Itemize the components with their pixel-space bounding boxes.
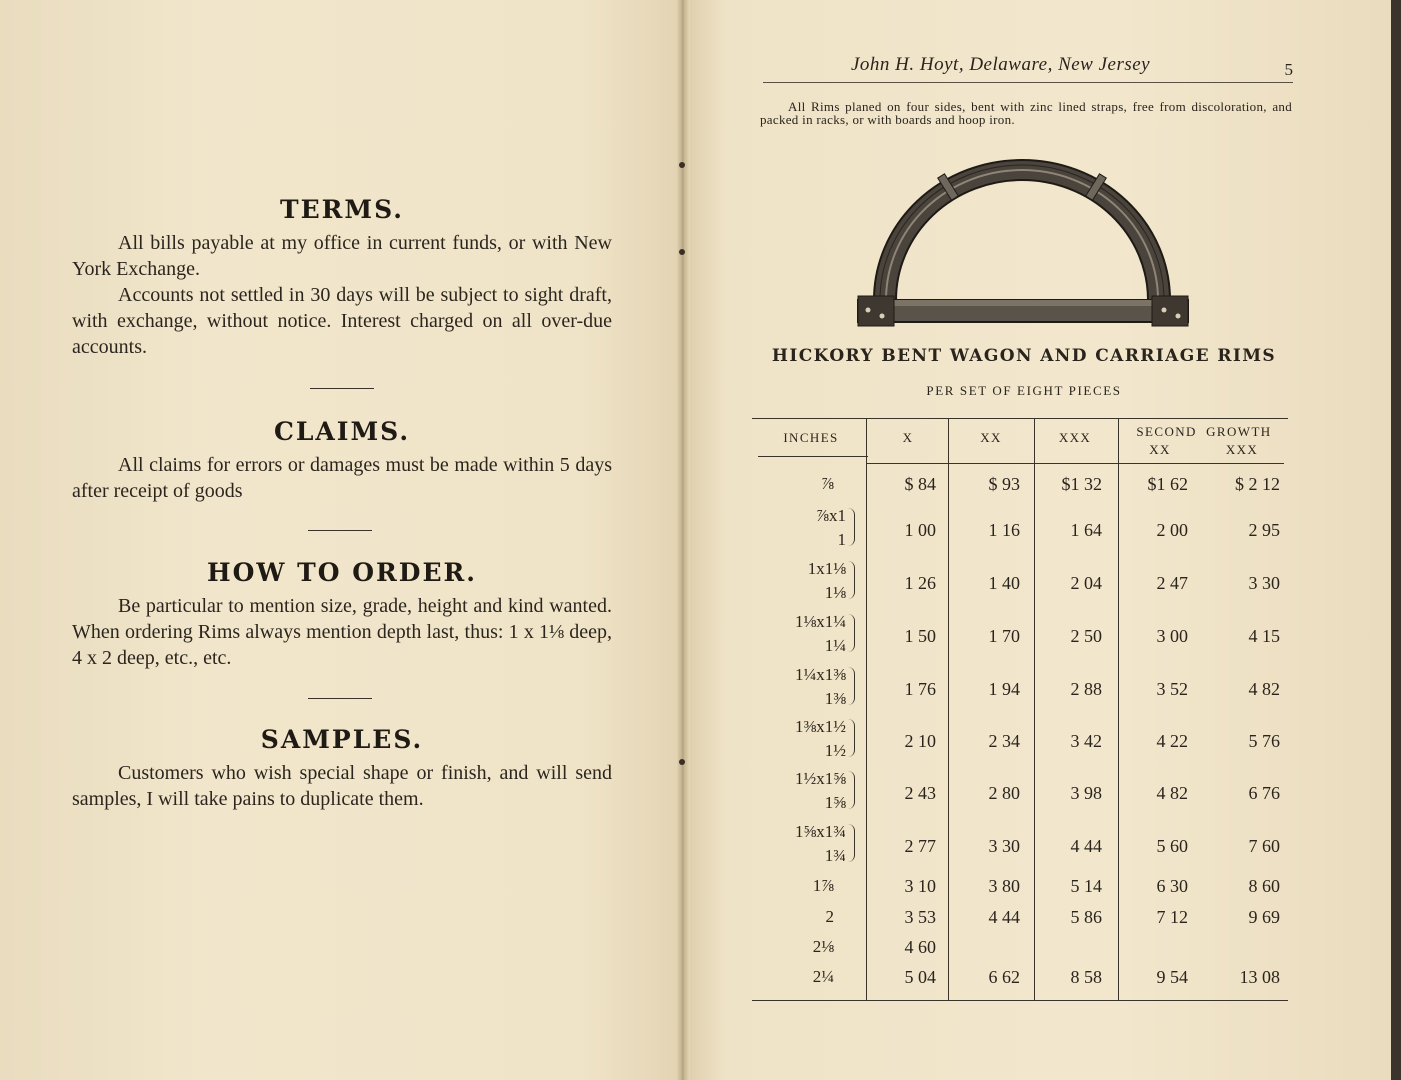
price-cell-xxx: 1 64 xyxy=(1070,520,1102,540)
price-cell-xx: 2 80 xyxy=(988,783,1020,803)
price-cell-sg-xx: 3 00 xyxy=(1156,626,1188,646)
page-edge xyxy=(1391,0,1401,1080)
samples-section xyxy=(72,725,612,812)
price-cell-sg-xxx: 9 69 xyxy=(1248,907,1280,927)
price-cell-sg-xxx: 3 30 xyxy=(1248,573,1280,593)
price-cell-sg-xx: $1 62 xyxy=(1147,474,1188,494)
binding-stitch xyxy=(679,162,685,168)
rims-note: All Rims planed on four sides, bent with zinc lined straps, free from discoloration, and packed in racks, or with boards and hoop iron. xyxy=(760,99,1292,127)
price-cell-sg-xxx: 5 76 xyxy=(1248,731,1280,751)
size-label: 1⅝ xyxy=(824,793,846,812)
price-cell-sg-xx: 4 22 xyxy=(1156,731,1188,751)
price-cell-xx: 1 94 xyxy=(988,679,1020,699)
size-label: 2 xyxy=(825,907,834,926)
binding-stitch xyxy=(679,249,685,255)
price-cell-sg-xxx: 13 08 xyxy=(1239,967,1280,987)
size-label: 1⅜ xyxy=(824,689,846,708)
size-label: 1⅜x1½ xyxy=(795,717,846,736)
page-number: 5 xyxy=(1284,60,1293,79)
price-cell-x: 1 00 xyxy=(904,520,936,540)
price-cell-x: 1 26 xyxy=(904,573,936,593)
table-column-rule xyxy=(948,418,949,1000)
price-cell-x: 3 53 xyxy=(904,907,936,927)
price-cell-sg-xxx: 2 95 xyxy=(1248,520,1280,540)
header-inches: INCHES xyxy=(783,430,839,445)
price-cell-xxx: $1 32 xyxy=(1061,474,1102,494)
price-cell-sg-xx: 2 47 xyxy=(1156,573,1188,593)
how-to-order-section xyxy=(72,558,612,671)
size-label: 1⅝x1¾ xyxy=(795,822,846,841)
price-cell-xxx: 5 86 xyxy=(1070,907,1102,927)
price-cell-x: $ 84 xyxy=(904,474,936,494)
size-label: ⅞ xyxy=(821,474,834,493)
size-label: 1⅞ xyxy=(812,876,834,895)
table-rule-bottom xyxy=(752,1000,1288,1001)
claims-paragraph: All claims for errors or damages must be made within 5 days after receipt of goods xyxy=(72,454,612,502)
price-cell-sg-xxx: $ 2 12 xyxy=(1235,474,1280,494)
size-brace xyxy=(848,561,855,599)
price-cell-xx: 1 16 xyxy=(988,520,1020,540)
size-label: 1x1⅛ xyxy=(807,559,846,578)
size-brace xyxy=(848,667,855,705)
price-cell-x: 1 76 xyxy=(904,679,936,699)
table-subtitle: PER SET OF EIGHT PIECES xyxy=(926,383,1122,398)
table-rule-header xyxy=(866,463,1284,464)
section-divider xyxy=(308,530,372,531)
header-second-growth-xx: XX xyxy=(1149,442,1171,457)
price-cell-sg-xx: 3 52 xyxy=(1156,679,1188,699)
price-cell-sg-xxx: 7 60 xyxy=(1248,836,1280,856)
size-brace xyxy=(848,508,855,546)
price-cell-xx: 4 44 xyxy=(988,907,1020,927)
size-label: 1⅛x1¼ xyxy=(795,612,846,631)
price-table xyxy=(752,418,1288,1002)
table-column-rule xyxy=(1118,418,1119,1000)
price-cell-sg-xx: 6 30 xyxy=(1156,876,1188,896)
wagon-rim-illustration xyxy=(852,150,1192,330)
table-rule-top xyxy=(752,418,1288,419)
size-label: 1½x1⅝ xyxy=(795,769,846,788)
price-cell-xx: $ 93 xyxy=(988,474,1020,494)
price-cell-x: 5 04 xyxy=(904,967,936,987)
price-cell-x: 2 10 xyxy=(904,731,936,751)
price-cell-xxx: 2 50 xyxy=(1070,626,1102,646)
terms-heading: TERMS. xyxy=(280,195,404,224)
price-cell-xxx: 3 42 xyxy=(1070,731,1102,751)
price-cell-x: 4 60 xyxy=(904,937,936,957)
price-cell-xxx: 4 44 xyxy=(1070,836,1102,856)
running-head xyxy=(763,52,1293,83)
size-label: 1 xyxy=(837,530,846,549)
price-cell-xx: 2 34 xyxy=(988,731,1020,751)
header-xxx: XXX xyxy=(1058,430,1092,445)
size-label: 1½ xyxy=(824,741,846,760)
size-label: 1⅛ xyxy=(824,583,846,602)
price-cell-xxx: 5 14 xyxy=(1070,876,1102,896)
price-cell-sg-xxx: 4 15 xyxy=(1248,626,1280,646)
claims-heading: CLAIMS. xyxy=(273,417,411,446)
price-cell-x: 2 77 xyxy=(904,836,936,856)
table-column-rule xyxy=(866,418,867,1000)
section-divider xyxy=(310,388,374,389)
how-to-order-heading: HOW TO ORDER. xyxy=(206,558,478,587)
header-second-growth: SECOND GROWTH xyxy=(1136,424,1272,439)
price-cell-sg-xx: 9 54 xyxy=(1156,967,1188,987)
price-cell-xx: 3 80 xyxy=(988,876,1020,896)
price-cell-xxx: 8 58 xyxy=(1070,967,1102,987)
table-title: HICKORY BENT WAGON AND CARRIAGE RIMS xyxy=(771,346,1277,366)
price-cell-xxx: 2 88 xyxy=(1070,679,1102,699)
samples-paragraph: Customers who wish special shape or finish, and will send samples, I will take pains to duplicate them. xyxy=(72,762,612,810)
header-x: X xyxy=(902,430,914,445)
price-cell-sg-xx: 2 00 xyxy=(1156,520,1188,540)
size-label: 2¼ xyxy=(812,967,834,986)
size-brace xyxy=(848,719,855,757)
table-rule-header xyxy=(758,456,868,457)
section-divider xyxy=(308,698,372,699)
price-cell-xxx: 3 98 xyxy=(1070,783,1102,803)
price-cell-sg-xxx: 6 76 xyxy=(1248,783,1280,803)
price-cell-sg-xx: 7 12 xyxy=(1156,907,1188,927)
price-cell-x: 2 43 xyxy=(904,783,936,803)
price-cell-sg-xxx: 4 82 xyxy=(1248,679,1280,699)
table-column-rule xyxy=(1034,418,1035,1000)
price-cell-xx: 3 30 xyxy=(988,836,1020,856)
terms-section xyxy=(72,195,612,360)
header-second-growth-xxx: XXX xyxy=(1225,442,1259,457)
size-label: 1¼x1⅜ xyxy=(795,665,846,684)
claims-section xyxy=(72,417,612,504)
size-brace xyxy=(848,771,855,809)
price-cell-xx: 1 40 xyxy=(988,573,1020,593)
price-cell-sg-xx: 5 60 xyxy=(1156,836,1188,856)
price-cell-sg-xxx: 8 60 xyxy=(1248,876,1280,896)
price-cell-xx: 6 62 xyxy=(988,967,1020,987)
binding-stitch xyxy=(679,759,685,765)
size-label: 2⅛ xyxy=(812,937,834,956)
price-cell-xx: 1 70 xyxy=(988,626,1020,646)
price-cell-x: 3 10 xyxy=(904,876,936,896)
left-page xyxy=(0,0,683,1080)
price-cell-xxx: 2 04 xyxy=(1070,573,1102,593)
size-brace xyxy=(848,614,855,652)
size-label: 1¼ xyxy=(824,636,846,655)
header-xx: XX xyxy=(980,430,1002,445)
size-label: 1¾ xyxy=(824,846,846,865)
running-title: John H. Hoyt, Delaware, New Jersey xyxy=(851,54,1151,75)
how-to-order-paragraph: Be particular to mention size, grade, height and kind wanted. When ordering Rims always mention depth last, thus: 1 x 1⅛ deep, 4 x 2 deep, etc., etc. xyxy=(72,595,612,669)
samples-heading: SAMPLES. xyxy=(260,725,424,754)
terms-paragraph: Accounts not settled in 30 days will be subject to sight draft, with exchange, without notice. Interest charged on all over-due accounts. xyxy=(72,284,612,358)
size-brace xyxy=(848,824,855,862)
price-cell-sg-xx: 4 82 xyxy=(1156,783,1188,803)
size-label: ⅞x1 xyxy=(816,506,846,525)
price-cell-x: 1 50 xyxy=(904,626,936,646)
terms-paragraph: All bills payable at my office in current funds, or with New York Exchange. xyxy=(72,232,612,280)
